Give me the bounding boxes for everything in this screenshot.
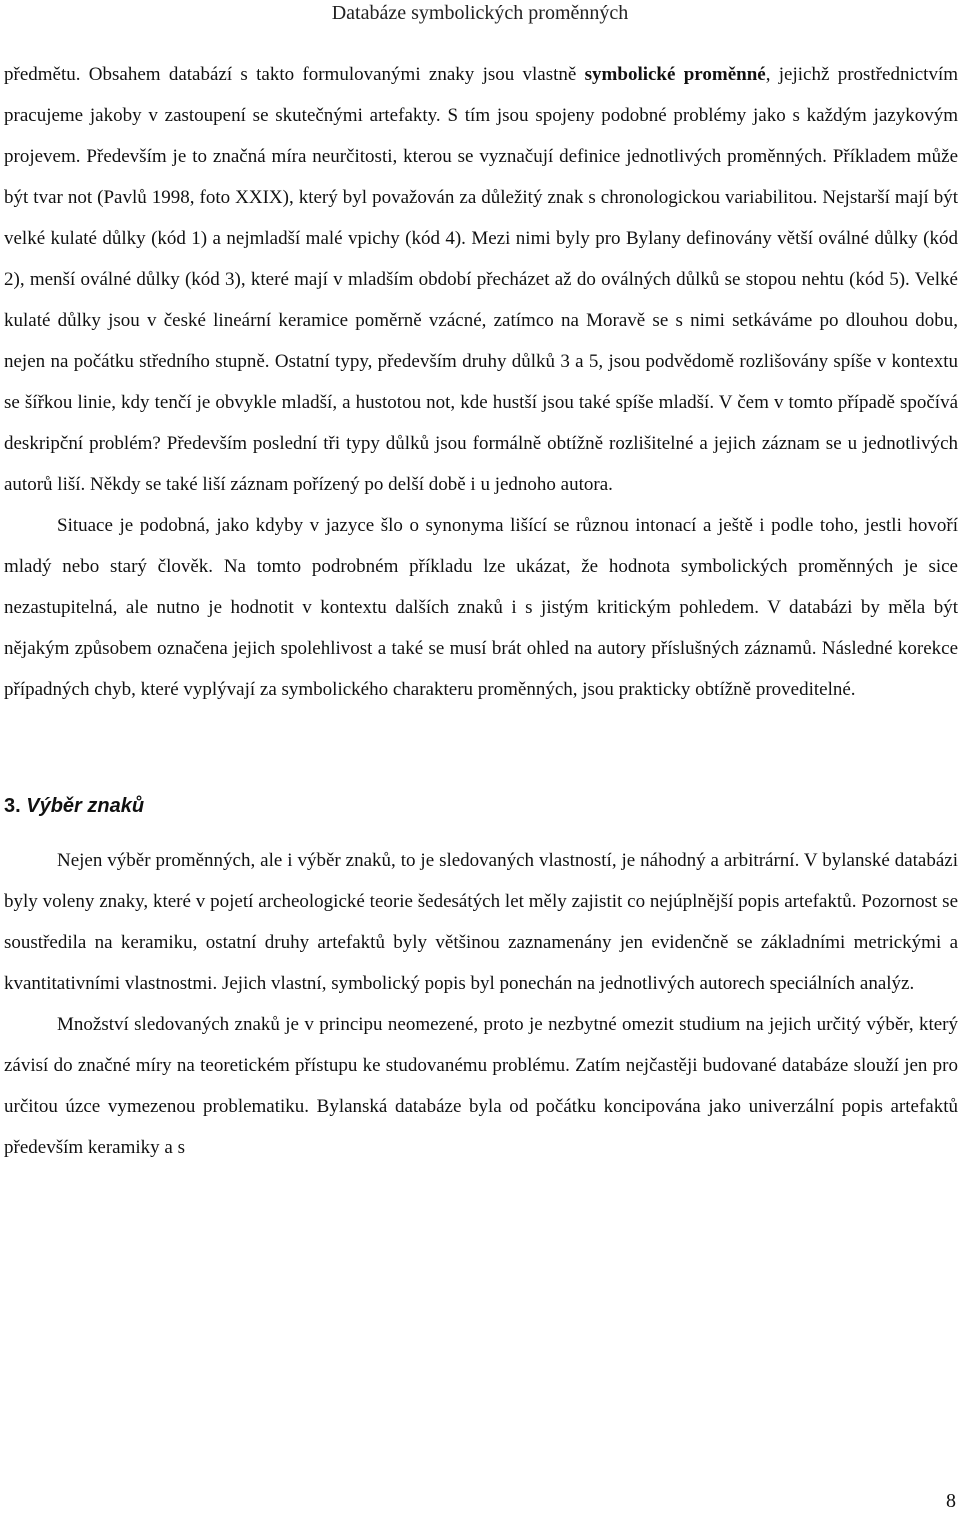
bold-term: symbolické proměnné [584, 64, 766, 85]
page-number: 8 [946, 1490, 956, 1512]
section-title: Výběr znaků [26, 795, 145, 817]
paragraph-quantity: Množství sledovaných znaků je v principu neomezené, proto je nezbytné omezit studium na jejich určitý výběr, který závisí do značné míry na teoretickém přístupu ke studovanému problému. Zatím nejčastěji budované databáze slouží jen pro určitou úzce vymezenou problematiku. Bylanská databáze byla od počátku koncipována jako univerzální popis artefaktů především keramiky a s [4, 1014, 958, 1158]
running-header: Databáze symbolických proměnných [331, 2, 629, 24]
paragraph-synonyms: Situace je podobná, jako kdyby v jazyce šlo o synonyma lišící se různou intonací a ještě i podle toho, jestli hovoří mladý nebo starý člověk. Na tomto podrobném příkladu lze ukázat, že hodnota symbolických proměnných je sice nezastupitelná, ale nutno je hodnotit v kontextu dalších znaků i s jistým kritickým pohledem. V databázi by měla být nějakým způsobem označena jejich spolehlivost a také se musí brát ohled na autory příslušných záznamů. Následné korekce případných chyb, které vyplývají za symbolického charakteru proměnných, jsou prakticky obtížně proveditelné. [4, 515, 958, 700]
paragraph-symbolic-variables [4, 54, 958, 505]
section-heading [4, 792, 958, 820]
document-body [4, 54, 958, 1168]
paragraph-text: předmětu. Obsahem databází s takto formulovanými znaky jsou vlastně [4, 64, 585, 85]
section-number: 3. [4, 795, 21, 817]
paragraph-selection: Nejen výběr proměnných, ale i výběr znaků, to je sledovaných vlastností, je náhodný a arbitrární. V bylanské databázi byly voleny znaky, které v pojetí archeologické teorie šedesátých let měly zajistit co nejúplnější popis artefaktů. Pozornost se soustředila na keramiku, ostatní druhy artefaktů byly většinou zaznamenány jen evidenčně se základními metrickými a kvantitativními vlastnostmi. Jejich vlastní, symbolický popis byl ponechán na jednotlivých autorech speciálních analýz. [4, 850, 958, 994]
paragraph-text: , jejichž prostřednictvím pracujeme jakoby v zastoupení se skutečnými artefakty. S tím jsou spojeny podobné problémy jako s každým jazykovým projevem. Především je to značná míra neurčitosti, kterou se vyznačují definice jednotlivých proměnných. Příkladem může být tvar not (Pavlů 1998, foto XXIX), který byl považován za důležitý znak s chronologickou variabilitou. Nejstarší mají být velké kulaté důlky (kód 1) a nejmladší malé vpichy (kód 4). Mezi nimi byly pro Bylany definovány větší oválné důlky (kód 2), menší oválné důlky (kód 3), které mají v mladším období přecházet až do oválných důlků se stopou nehtu (kód 5). Velké kulaté důlky jsou v české lineární keramice poměrně vzácné, zatímco na Moravě se s nimi setkáváme po dlouhou dobu, nejen na počátku středního stupně. Ostatní typy, především druhy důlků 3 a 5, jsou podvědomě rozlišovány spíše v kontextu se šířkou linie, kdy tenčí je obvykle mladší, a hustotou not, kde hustší jsou také spíše mladší. V čem v tomto případě spočívá deskripční problém? Především poslední tři typy důlků jsou formálně obtížně rozlišitelné a jejich záznam se u jednotlivých autorů liší. Někdy se také liší záznam pořízený po delší době i u jednoho autora. [4, 64, 959, 495]
